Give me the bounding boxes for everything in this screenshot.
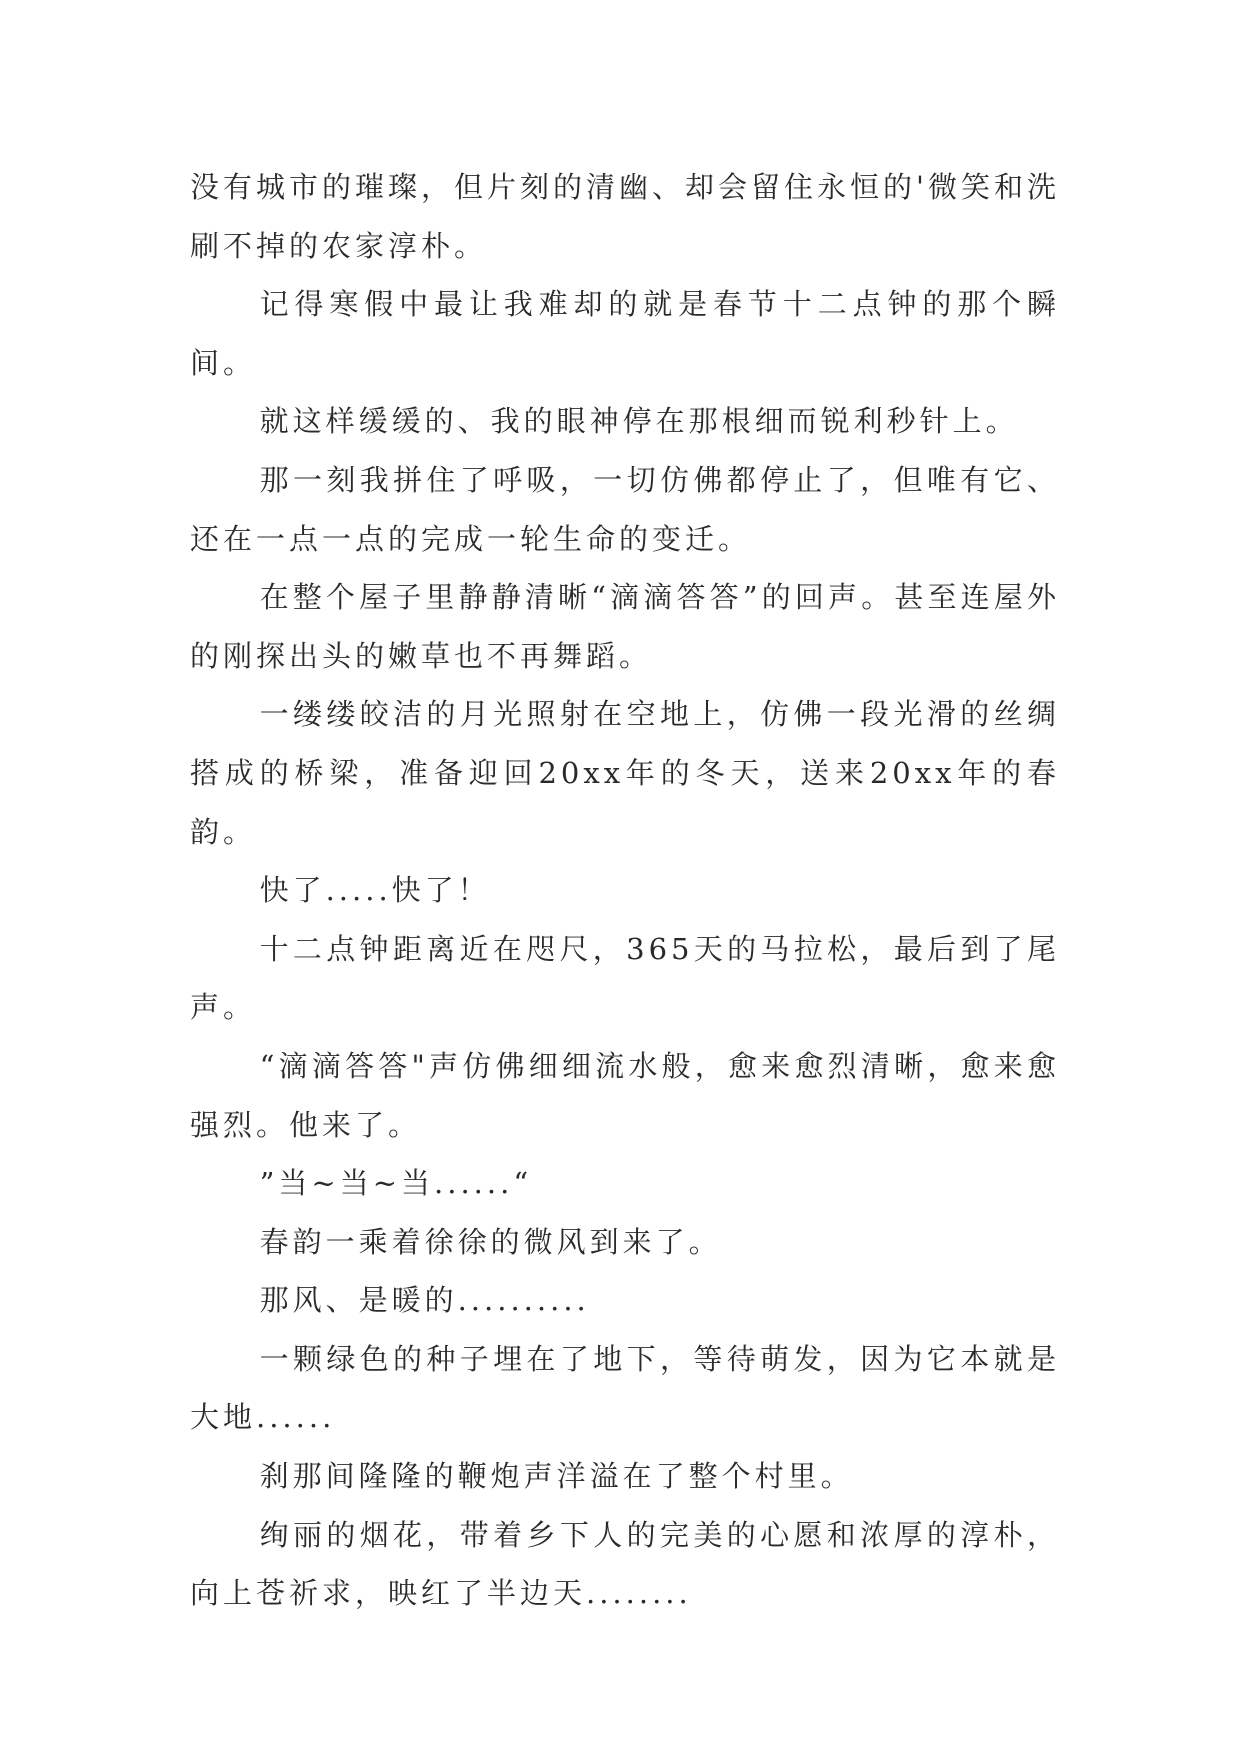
- paragraph-7: 快了.....快了！: [259, 873, 491, 908]
- paragraph-8: 十二点钟距离近在咫尺，365天的马拉松，最后到了尾声。: [190, 931, 1060, 1025]
- paragraph-1: 没有城市的璀璨，但片刻的清幽、却会留住永恒的'微笑和洗刷不掉的农家淳朴。: [190, 170, 1060, 263]
- paragraph-10: ”当~当~当......“: [259, 1166, 533, 1201]
- paragraph-13: 一颗绿色的种子埋在了地下，等待萌发，因为它本就是大地......: [190, 1341, 1060, 1435]
- document-body: [190, 158, 1060, 1623]
- paragraph-5: 在整个屋子里静静清晰“滴滴答答”的回声。甚至连屋外的刚探出头的嫩草也不再舞蹈。: [190, 580, 1060, 673]
- paragraph-4: 那一刻我拼住了呼吸，一切仿佛都停止了，但唯有它、还在一点一点的完成一轮生命的变迁。: [190, 462, 1060, 556]
- paragraph-6: 一缕缕皎洁的月光照射在空地上，仿佛一段光滑的丝绸搭成的桥梁，准备迎回20xx年的冬天，送来20xx年的春韵。: [190, 697, 1060, 849]
- paragraph-2: 记得寒假中最让我难却的就是春节十二点钟的那个瞬间。: [190, 287, 1060, 380]
- paragraph-9: “滴滴答答"声仿佛细细流水般，愈来愈烈清晰，愈来愈强烈。他来了。: [190, 1048, 1060, 1142]
- paragraph-15: 绚丽的烟花，带着乡下人的完美的心愿和浓厚的淳朴，向上苍祈求，映红了半边天........: [190, 1517, 1060, 1611]
- paragraph-3: 就这样缓缓的、我的眼神停在那根细而锐利秒针上。: [259, 404, 1019, 439]
- paragraph-12: 那风、是暖的..........: [259, 1283, 590, 1318]
- paragraph-14: 刹那间隆隆的鞭炮声洋溢在了整个村里。: [259, 1459, 854, 1494]
- paragraph-11: 春韵一乘着徐徐的微风到来了。: [259, 1224, 722, 1259]
